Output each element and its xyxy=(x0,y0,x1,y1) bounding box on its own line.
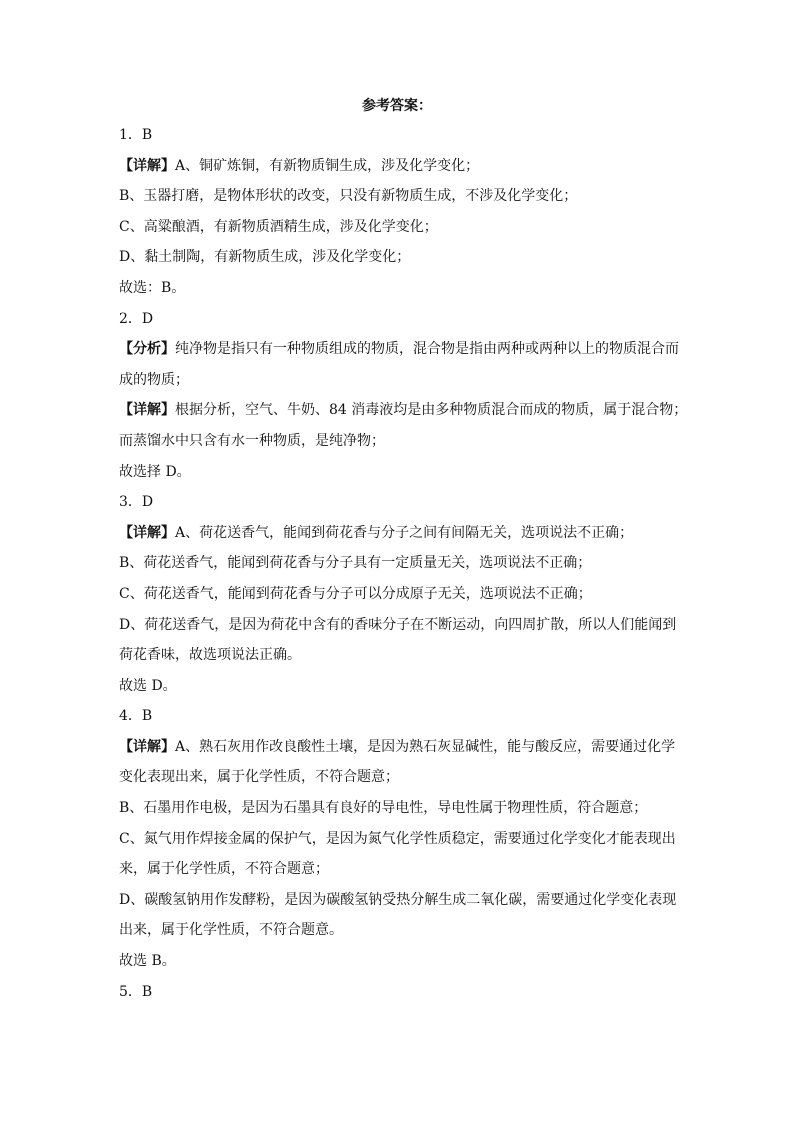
line-text: 5．B xyxy=(119,983,153,1000)
answer-line xyxy=(119,365,689,396)
line-text: C、氮气用作焊接金属的保护气，是因为氮气化学性质稳定，需要通过化学变化才能表现出 xyxy=(119,830,676,847)
section-tag: 【详解】 xyxy=(119,738,175,755)
line-text: 4．B xyxy=(119,708,153,725)
section-tag: 【详解】 xyxy=(119,157,175,174)
answer-content xyxy=(119,120,689,1007)
answer-line xyxy=(119,212,689,243)
answer-line xyxy=(119,334,689,365)
line-text: C、高粱酿酒，有新物质酒精生成，涉及化学变化； xyxy=(119,218,438,235)
answer-line xyxy=(119,793,689,824)
answer-line xyxy=(119,977,689,1008)
section-tag: 【详解】 xyxy=(119,402,175,419)
line-text: 来，属于化学性质，不符合题意； xyxy=(119,861,329,878)
line-text: 故选 D。 xyxy=(119,677,177,694)
line-text: 3．D xyxy=(119,494,154,511)
answer-line xyxy=(119,885,689,916)
answer-line xyxy=(119,426,689,457)
line-text: C、荷花送香气，能闻到荷花香与分子可以分成原子无关，选项说法不正确； xyxy=(119,585,592,602)
page-title: 参考答案： xyxy=(362,98,432,114)
answer-line xyxy=(119,548,689,579)
answer-line xyxy=(119,671,689,702)
line-text: D、黏土制陶，有新物质生成，涉及化学变化； xyxy=(119,249,411,266)
answer-line xyxy=(119,273,689,304)
line-text: A、铜矿炼铜，有新物质铜生成，涉及化学变化； xyxy=(175,157,480,174)
answer-line xyxy=(119,610,689,641)
answer-line xyxy=(119,824,689,855)
line-text: D、碳酸氢钠用作发酵粉，是因为碳酸氢钠受热分解生成二氧化碳，需要通过化学变化表现 xyxy=(119,891,677,908)
line-text: 出来，属于化学性质，不符合题意。 xyxy=(119,922,343,939)
line-text: B、石墨用作电极，是因为石墨具有良好的导电性，导电性属于物理性质，符合题意； xyxy=(119,800,648,817)
answer-line xyxy=(119,762,689,793)
line-text: 故选择 D。 xyxy=(119,463,191,480)
line-text: 故选：B。 xyxy=(119,279,186,296)
answer-line xyxy=(119,242,689,273)
line-text: 成的物质； xyxy=(119,371,189,388)
answer-line xyxy=(119,640,689,671)
answer-line xyxy=(119,151,689,182)
line-text: B、玉器打磨，是物体形状的改变，只没有新物质生成，不涉及化学变化； xyxy=(119,188,578,205)
answer-line xyxy=(119,181,689,212)
answer-line xyxy=(119,579,689,610)
answer-line xyxy=(119,915,689,946)
line-text: 而蒸馏水中只含有水一种物质，是纯净物； xyxy=(119,432,385,449)
answer-line xyxy=(119,701,689,732)
answer-line xyxy=(119,304,689,335)
line-text: 1．B xyxy=(119,127,153,143)
answer-line xyxy=(119,518,689,549)
line-text: 纯净物是指只有一种物质组成的物质，混合物是指由两种或两种以上的物质混合而 xyxy=(175,341,679,358)
answer-line xyxy=(119,487,689,518)
section-tag: 【分析】 xyxy=(119,341,175,358)
line-text: B、荷花送香气，能闻到荷花香与分子具有一定质量无关，选项说法不正确； xyxy=(119,555,592,572)
answer-line xyxy=(119,854,689,885)
line-text: 故选 B。 xyxy=(119,953,176,970)
line-text: 变化表现出来，属于化学性质，不符合题意； xyxy=(119,769,399,786)
answer-line xyxy=(119,457,689,488)
line-text: A、荷花送香气，能闻到荷花香与分子之间有间隔无关，选项说法不正确； xyxy=(175,524,634,541)
answer-line xyxy=(119,395,689,426)
line-text: 根据分析，空气、牛奶、84 消毒液均是由多种物质混合而成的物质，属于混合物； xyxy=(175,402,688,419)
answer-line xyxy=(119,120,689,151)
section-tag: 【详解】 xyxy=(119,524,175,541)
line-text: 荷花香味，故选项说法正确。 xyxy=(119,647,301,664)
answer-line xyxy=(119,732,689,763)
line-text: A、熟石灰用作改良酸性土壤，是因为熟石灰显碱性，能与酸反应，需要通过化学 xyxy=(175,738,676,755)
line-text: 2．D xyxy=(119,310,154,327)
answer-line xyxy=(119,946,689,977)
line-text: D、荷花送香气，是因为荷花中含有的香味分子在不断运动，向四周扩散，所以人们能闻到 xyxy=(119,616,677,633)
